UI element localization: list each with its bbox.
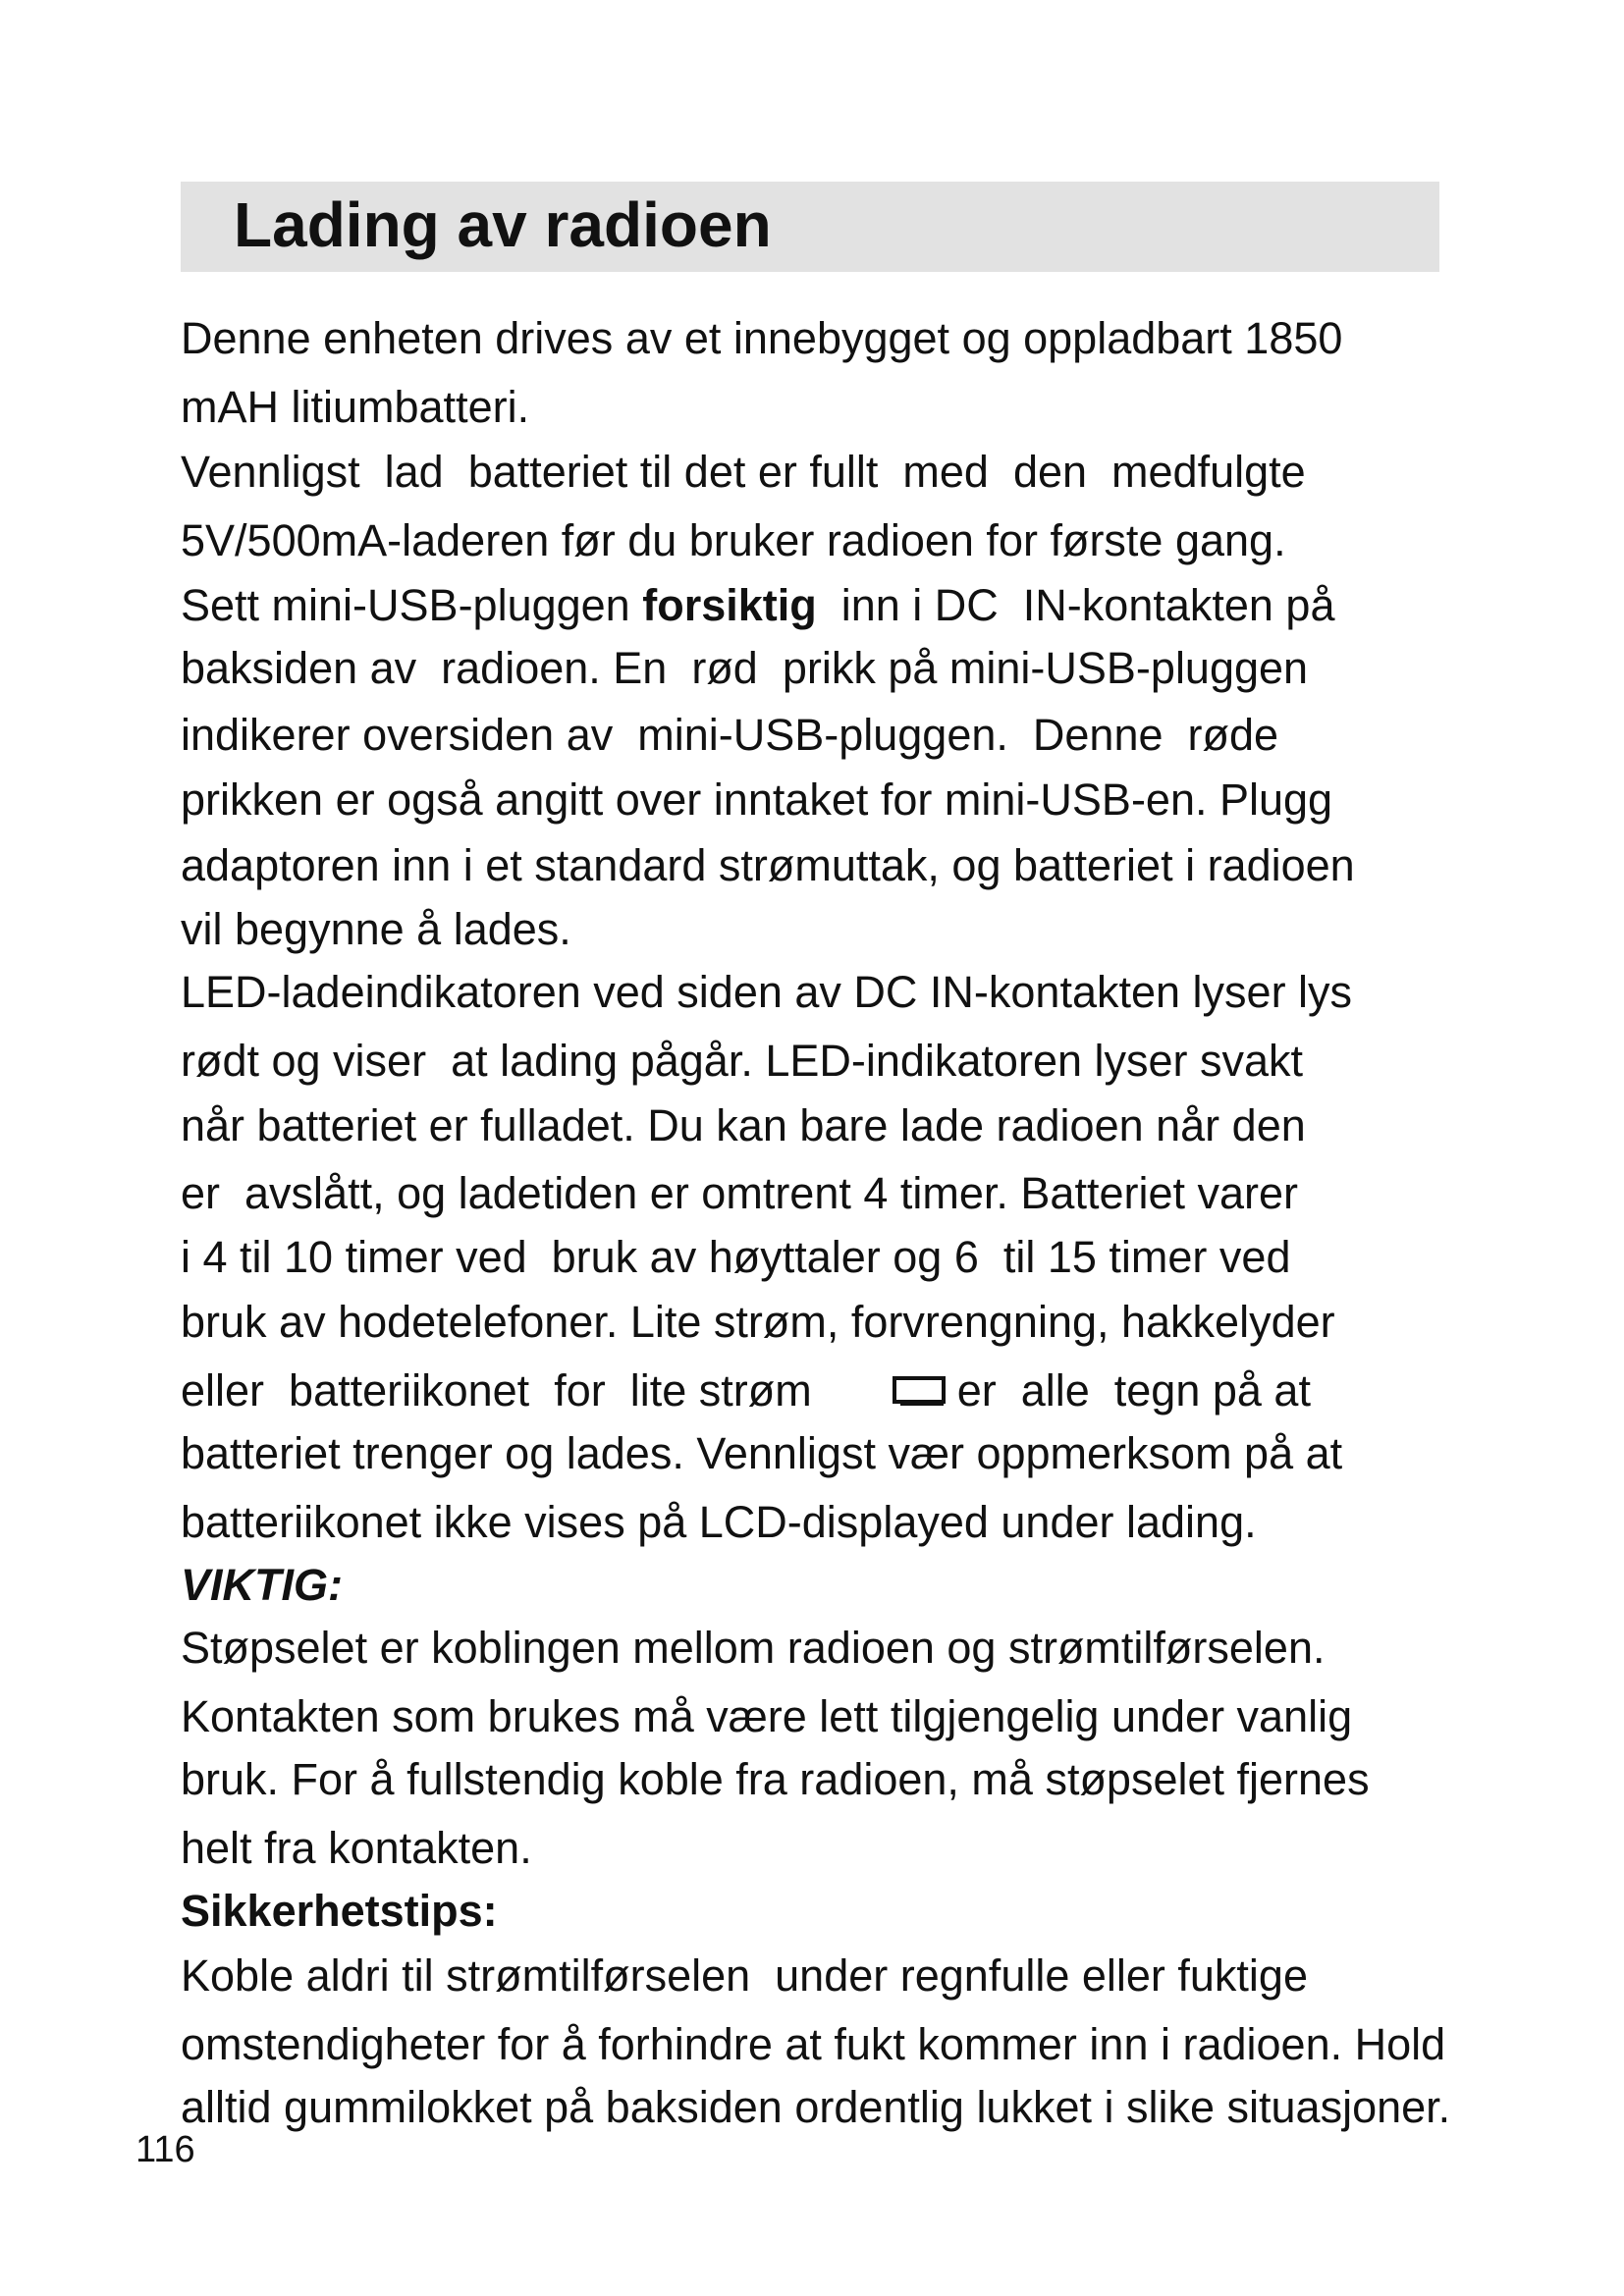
safety-heading: Sikkerhetstips: xyxy=(181,1886,498,1936)
body-line: LED-ladeindikatoren ved siden av DC IN-kontakten lyser lys xyxy=(181,967,1353,1017)
battery-line-after: er alle tegn på at xyxy=(956,1365,1311,1415)
body-line: rødt og viser at lading pågår. LED-indikatoren lyser svakt xyxy=(181,1036,1304,1086)
body-line: prikken er også angitt over inntaket for mini-USB-en. Plugg xyxy=(181,774,1333,825)
viktig-heading: VIKTIG: xyxy=(181,1560,343,1610)
body-line: helt fra kontakten. xyxy=(181,1823,532,1873)
body-line: Denne enheten drives av et innebygget og oppladbart 1850 xyxy=(181,313,1343,363)
low-battery-icon xyxy=(893,1376,957,1410)
body-line: batteriet trenger og lades. Vennligst vær oppmerksom på at xyxy=(181,1428,1343,1478)
body-line-battery xyxy=(181,1362,1311,1419)
body-line: alltid gummilokket på baksiden ordentlig lukket i slike situasjoner. xyxy=(181,2082,1451,2132)
page-number: 116 xyxy=(135,2129,195,2170)
body-line: indikerer oversiden av mini-USB-pluggen. Denne røde xyxy=(181,710,1279,760)
body-line: er avslått, og ladetiden er omtrent 4 timer. Batteriet varer xyxy=(181,1168,1299,1218)
body-line: i 4 til 10 timer ved bruk av høyttaler og 6 til 15 timer ved xyxy=(181,1232,1291,1282)
sett-line-after: inn i DC IN-kontakten på xyxy=(816,580,1335,630)
body-line: bruk av hodetelefoner. Lite strøm, forvrengning, hakkelyder xyxy=(181,1297,1335,1347)
battery-line-before: eller batteriikonet for lite strøm xyxy=(181,1365,812,1415)
body-line: Støpselet er koblingen mellom radioen og strømtilførselen. xyxy=(181,1623,1326,1673)
body-line: baksiden av radioen. En rød prikk på mini-USB-pluggen xyxy=(181,643,1309,693)
body-line: vil begynne å lades. xyxy=(181,904,571,954)
body-line: 5V/500mA-laderen før du bruker radioen for første gang. xyxy=(181,515,1286,565)
body-line: Koble aldri til strømtilførselen under regnfulle eller fuktige xyxy=(181,1950,1308,2001)
body-line: Vennligst lad batteriet til det er fullt med den medfulgte xyxy=(181,447,1306,497)
body-line: adaptoren inn i et standard strømuttak, og batteriet i radioen xyxy=(181,840,1355,890)
body-line: bruk. For å fullstendig koble fra radioen, må støpselet fjernes xyxy=(181,1754,1370,1804)
body-line: batteriikonet ikke vises på LCD-displayed under lading. xyxy=(181,1497,1257,1547)
body-line-sett xyxy=(181,577,1335,634)
body-line: mAH litiumbatteri. xyxy=(181,382,530,432)
sett-line-before: Sett mini-USB-pluggen xyxy=(181,580,643,630)
body-line: omstendigheter for å forhindre at fukt kommer inn i radioen. Hold xyxy=(181,2019,1446,2069)
body-line: Kontakten som brukes må være lett tilgjengelig under vanlig xyxy=(181,1691,1353,1741)
body-line: når batteriet er fulladet. Du kan bare lade radioen når den xyxy=(181,1100,1306,1150)
page-title: Lading av radioen xyxy=(234,189,772,260)
emphasis-forsiktig: forsiktig xyxy=(642,580,817,630)
